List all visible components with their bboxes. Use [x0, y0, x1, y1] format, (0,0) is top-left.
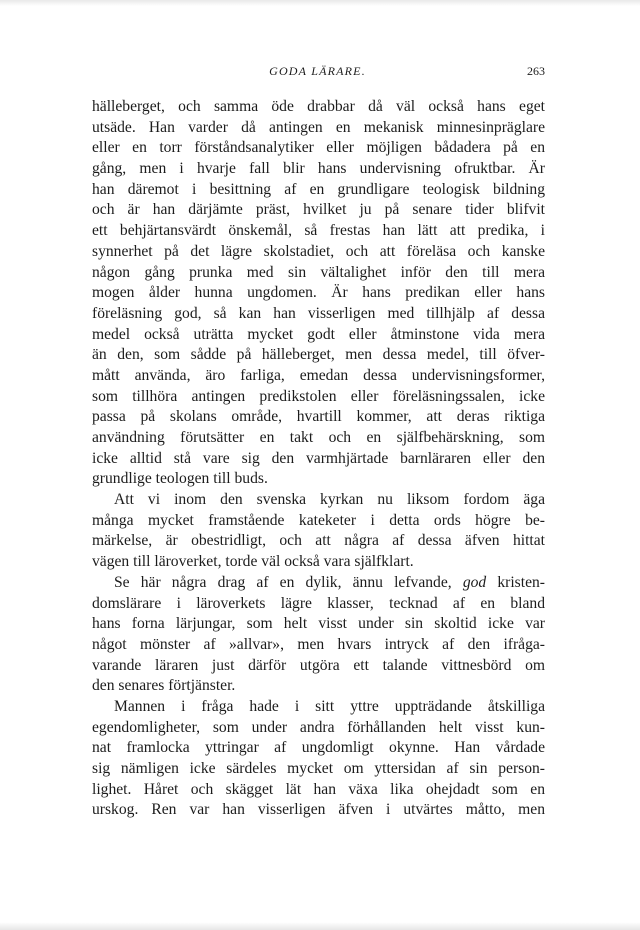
text-line: föreläsning god, så kan han visserligen med tillhjälp af dessa [92, 304, 545, 322]
text-line: användning förutsätter en takt och en själfbehärskning, som [92, 429, 545, 446]
text-line: Att vi inom den svenska kyrkan nu liksom fordom äga [114, 491, 545, 509]
text-line: någon gång prunka med sin vältalighet inför den till mera [92, 263, 545, 281]
text-fragment: Se här några drag af en dylik, ännu lefvande, [114, 573, 463, 591]
text-line: som tillhöra antingen predikstolen eller föreläsningssalen, icke [92, 387, 545, 405]
text-line: medel också uträtta mycket godt eller åtminstone vida mera [92, 325, 545, 343]
text-line: och är han därjämte präst, hvilket ju på senare tider blifvit [92, 201, 545, 219]
text-line: synnerhet på det lägre skolstadiet, och att föreläsa och kanske [92, 242, 545, 260]
text-line: Mannen i fråga hade i sitt yttre uppträdande åtskilliga [114, 697, 545, 715]
text-line: han däremot i besittning af en grundligare teologisk bildning [92, 180, 545, 198]
text-line: märkelse, är obestridligt, och att några af dessa äfven hittat [92, 532, 545, 550]
text-line: varande läraren just därför utgöra ett talande vittnesbörd om [92, 656, 545, 674]
text-line: mått använda, äro farliga, emedan dessa undervisningsformer, [92, 366, 545, 384]
text-line: urskog. Ren var han visserligen äfven i utvärtes måtto, men [92, 801, 545, 819]
text-line: nat framlocka yttringar af ungdomligt okynne. Han vårdade [92, 739, 545, 757]
text-line: gång, men i hvarje fall blir hans undervisning ofruktbar. Är [92, 160, 545, 178]
page-number: 263 [527, 64, 545, 78]
text-line: den senares förtjänster. [92, 677, 236, 695]
paragraph [92, 573, 545, 697]
text-line: egendomligheter, som under andra förhållanden helt visst kun- [92, 718, 545, 736]
paragraph [92, 97, 545, 490]
text-line: ett behjärtansvärdt önskemål, så frestas han lätt att predika, i [92, 222, 545, 240]
text-line: utsäde. Han varder då antingen en mekanisk minnesinpräglare [92, 118, 545, 136]
text-line: många mycket framstående kateketer i detta ords högre be- [92, 511, 545, 529]
text-line: passa på skolans område, hvartill kommer, att deras riktiga [92, 408, 545, 426]
text-line: eller en torr förståndsanalytiker eller möjligen bådadera på en [92, 139, 545, 157]
scan-edge-top [0, 0, 640, 6]
emphasized-word: god [462, 573, 487, 591]
text-line: än den, som sådde på hälleberget, men dessa medel, till öfver- [92, 346, 545, 364]
page-header [90, 64, 545, 86]
text-line: hälleberget, och samma öde drabbar då väl också hans eget [92, 98, 545, 115]
text-line: något mönster af »allvar», men hvars intryck af den ifråga- [92, 635, 545, 653]
body-text [92, 97, 545, 821]
text-line: hans forna lärjungar, som helt visst under sin skoltid icke var [92, 615, 545, 633]
running-head: GODA LÄRARE. [269, 64, 366, 78]
text-line: icke alltid stå vare sig den varmhjärtade barnläraren eller den [92, 449, 545, 467]
text-line: domslärare i läroverkets lägre klasser, tecknad af en bland [92, 594, 545, 612]
scan-edge-bottom [0, 922, 640, 930]
paragraph [92, 490, 545, 573]
text-line: lighet. Håret och skägget lät han växa lika ohejdadt som en [92, 780, 545, 798]
text-line [92, 573, 545, 594]
text-line: vägen till läroverket, torde väl också vara själfklart. [92, 553, 414, 571]
paragraph [92, 697, 545, 821]
text-fragment: kristen- [486, 573, 545, 591]
text-line: mogen ålder hunna ungdomen. Är hans predikan eller hans [92, 284, 545, 302]
text-line: grundlige teologen till buds. [92, 470, 268, 488]
text-line: sig nämligen icke särdeles mycket om yttersidan af sin person- [92, 760, 545, 777]
